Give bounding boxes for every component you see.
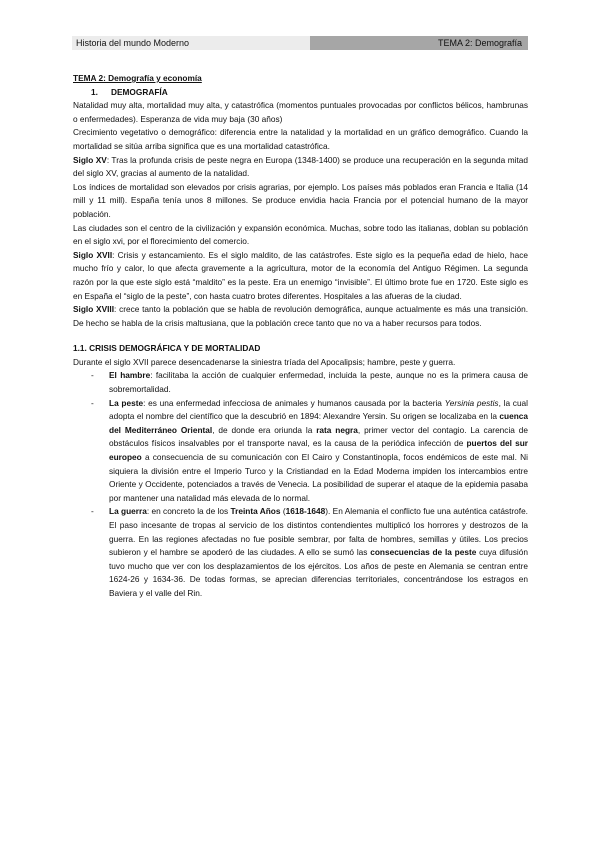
peste-text-1: : es una enfermedad infecciosa de animales y humanos causada por la bacteria (143, 397, 445, 408)
guerra-war-name: Treinta Años (230, 506, 281, 517)
peste-ports: puertos del sur europeo (109, 438, 528, 463)
guerra-consequences: consecuencias de la peste (370, 547, 477, 558)
document-title: TEMA 2: Demografía y economía (73, 73, 202, 83)
paragraph-natalidad: Natalidad muy alta, mortalidad muy alta, y catastrófica (momentos puntuales provocadas por conflictos bélicos, hambrunas o enfermedades). Esperanza de vida muy baja (30 años) (73, 100, 528, 124)
peste-bacteria-name: Yersinia pestis (444, 397, 499, 408)
peste-text-3: , la cual adopta el nombre del científico que la descubrió en 1894: Alexandre Yersin. Su origen se localizaba en la (109, 397, 529, 422)
page-header (72, 36, 528, 50)
section-number: 1. (91, 86, 98, 97)
list-item-guerra (73, 505, 528, 600)
list-dash: - (91, 370, 94, 381)
list-item-peste (73, 397, 528, 506)
hambre-text: : facilitaba la acción de cualquier enfermedad, incluida la peste, aunque no es la primera causa de sobremortalidad. (109, 370, 528, 395)
siglo-xviii-label: Siglo XVIII (73, 304, 115, 315)
paragraph-siglo-xviii (73, 303, 528, 330)
guerra-text-7: cuya difusión tuvo mucho que ver con los desplazamientos de los ejércitos. Los años de peste en Alemania se centran entre 1624-26 y 1634-36. De todas formas, se aprecian diferencias territoriales, concentrándose los estragos en Baviera y el valle del Rin. (109, 547, 529, 598)
paragraph-ciudades: Las ciudades son el centro de la civilización y expansión económica. Muchas, sobre todo las italianas, doblan su población en el siglo xvi, por el florecimiento del comercio. (73, 222, 528, 247)
peste-origin: cuenca del Mediterráneo Oriental (109, 411, 528, 435)
section-heading-demografia (91, 86, 528, 100)
peste-text-5: , de donde era oriunda la (212, 424, 317, 435)
guerra-text-5: ). En Alemania el conflicto fue una auténtica catástrofe. El paso incesante de tropas al servicio de los distintos contendientes multiplicó los horrores y destrozos de la guerra. En las regiones afectadas no fue posible sembrar, por falta de hombres, semillas y útiles. Los precios subieron y el hambre se apoderó de las ciudades. A ello se sumó las (109, 506, 528, 558)
guerra-years: 1618-1648 (285, 506, 326, 517)
siglo-xviii-text: : crece tanto la población que se habla de revolución demográfica, aunque actualmente es más una transición. De hecho se habla de la crisis maltusiana, que la población crece tanto que no va a haber recursos para todos. (73, 304, 528, 328)
siglo-xvii-label: Siglo XVII (73, 249, 113, 260)
hambre-label: El hambre (109, 370, 151, 381)
document-body (73, 72, 528, 601)
guerra-text-1: : en concreto la de los (146, 506, 231, 517)
list-dash: - (91, 506, 94, 517)
siglo-xvii-text: : Crisis y estancamiento. Es el siglo maldito, de las catástrofes. Este siglo es la pequeña edad de hielo, hace mucho frío y calor, lo que afecta gravemente a la agricultura, motor de la economía del Antiguo Régimen. La segunda razón por la que este siglo está “maldito” es la peste. Era un enemigo “invisible”. El último brote fue en 1720. Este siglo es en España el “siglo de la peste”, con hasta cuatro brotes diferentes. Hospitales a las afueras de la ciudad. (73, 249, 528, 301)
paragraph-siglo-xvii (73, 249, 528, 303)
paragraph-crecimiento: Crecimiento vegetativo o demográfico: diferencia entre la natalidad y la mortalidad en un gráfico demográfico. Cuando la mortalidad se sitúa arriba significa que es una mortalidad catastrófica. (73, 127, 528, 151)
guerra-text-3: ( (280, 506, 286, 517)
peste-text-7: , primer vector del contagio. La carencia de obstáculos físicos insalvables por el transporte naval, es la causa de la periódica infección de (109, 424, 529, 449)
header-topic-title: TEMA 2: Demografía (310, 36, 528, 50)
causes-list (73, 369, 528, 600)
siglo-xv-label: Siglo XV (73, 154, 107, 165)
paragraph-mortalidad: Los índices de mortalidad son elevados por crisis agrarias, por ejemplo. Los países más poblados eran Francia e Italia (14 mill y 11 mill). España tenía unos 8 millones. Se produce envidia hacia Francia por el potencial humano de la mayor población. (73, 181, 528, 219)
peste-label: La peste (109, 397, 144, 408)
section-heading-text: DEMOGRAFÍA (111, 86, 168, 97)
guerra-label: La guerra (109, 506, 147, 517)
siglo-xv-text: : Tras la profunda crisis de peste negra en Europa (1348-1400) se produce una recuperación en la segunda mitad del siglo XV, gracias al aumento de la natalidad. (73, 154, 528, 179)
list-item-hambre (73, 369, 528, 396)
list-dash: - (91, 397, 94, 408)
subsection-heading: 1.1. CRISIS DEMOGRÁFICA Y DE MORTALIDAD (73, 343, 261, 354)
peste-text-9: a consecuencia de su comunicación con El Cairo y Constantinopla, focos endémicos de este mal. Ni siquiera la división entre el Imperio Turco y la Cristiandad en la Edad Moderna impiden los intercambios entre Oriente y Occidente, potenciados a través de Venecia. La posibilidad de superar el ataque de la epidemia pasaba por mantener una natalidad más elevada de lo normal. (109, 452, 528, 503)
header-course-title: Historia del mundo Moderno (72, 36, 310, 50)
paragraph-siglo-xv (73, 154, 528, 181)
peste-vector: rata negra (316, 424, 358, 435)
subsection-intro: Durante el siglo XVII parece desencadenarse la siniestra tríada del Apocalipsis; hambre, peste y guerra. (73, 356, 456, 367)
